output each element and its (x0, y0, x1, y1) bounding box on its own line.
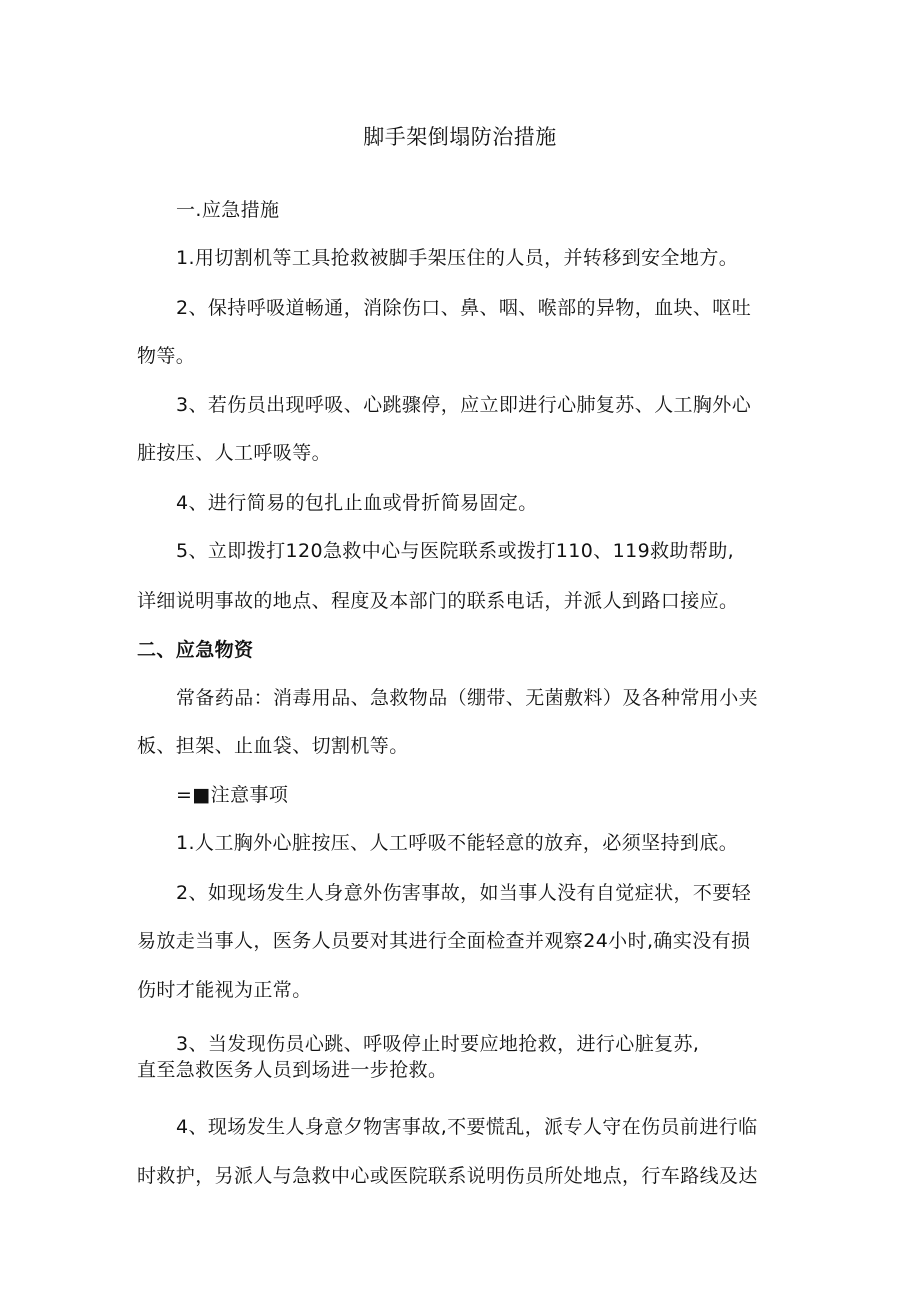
paragraph-line: 2、如现场发生人身意外伤害事故，如当事人没有自觉症状，不要轻 (176, 882, 752, 904)
section-heading-emergency-measures: 一.应急措施 (176, 199, 280, 221)
paragraph-line: 4、现场发生人身意夕物害事故,不要慌乱，派专人守在伤员前进行临 (176, 1116, 758, 1138)
document-title: 脚手架倒塌防治措施 (363, 125, 557, 149)
paragraph-line: 直至急救医务人员到场进一步抢救。 (137, 1059, 448, 1081)
paragraph-line: 2、保持呼吸道畅通，消除伤口、鼻、咽、喉部的异物，血块、呕吐 (176, 297, 752, 319)
paragraph-line: 5、立即拨打120急救中心与医院联系或拨打110、119救助帮助, (176, 540, 735, 562)
paragraph-line: 1.人工胸外心脏按压、人工呼吸不能轻意的放弃，必须坚持到底。 (176, 832, 739, 854)
paragraph-line: 板、担架、止血袋、切割机等。 (137, 735, 409, 757)
paragraph-line: 详细说明事故的地点、程度及本部门的联系电话，并派人到路口接应。 (137, 590, 739, 612)
paragraph-line: 常备药品：消毒用品、急救物品（绷带、无菌敷料）及各种常用小夹 (176, 687, 759, 709)
section-heading-emergency-supplies: 二、应急物资 (137, 639, 254, 661)
paragraph-line: 伤时才能视为正常。 (137, 979, 312, 1001)
paragraph-line: 3、当发现伤员心跳、呼吸停止时要应地抢救，进行心脏复苏, (176, 1033, 700, 1055)
paragraph-line: 4、进行简易的包扎止血或骨折简易固定。 (176, 492, 538, 514)
paragraph-line: 1.用切割机等工具抢救被脚手架压住的人员，并转移到安全地方。 (176, 247, 739, 269)
paragraph-line: 时救护，另派人与急救中心或医院联系说明伤员所处地点，行车路线及达 (137, 1165, 758, 1187)
paragraph-line: 物等。 (137, 345, 196, 367)
paragraph-line: 3、若伤员出现呼吸、心跳骤停，应立即进行心肺复苏、人工胸外心 (176, 394, 752, 416)
paragraph-line: 易放走当事人，医务人员要对其进行全面检查并观察24小时,确实没有损 (137, 930, 751, 952)
paragraph-line: 脏按压、人工呼吸等。 (137, 442, 332, 464)
section-heading-precautions: =■注意事项 (176, 784, 289, 806)
